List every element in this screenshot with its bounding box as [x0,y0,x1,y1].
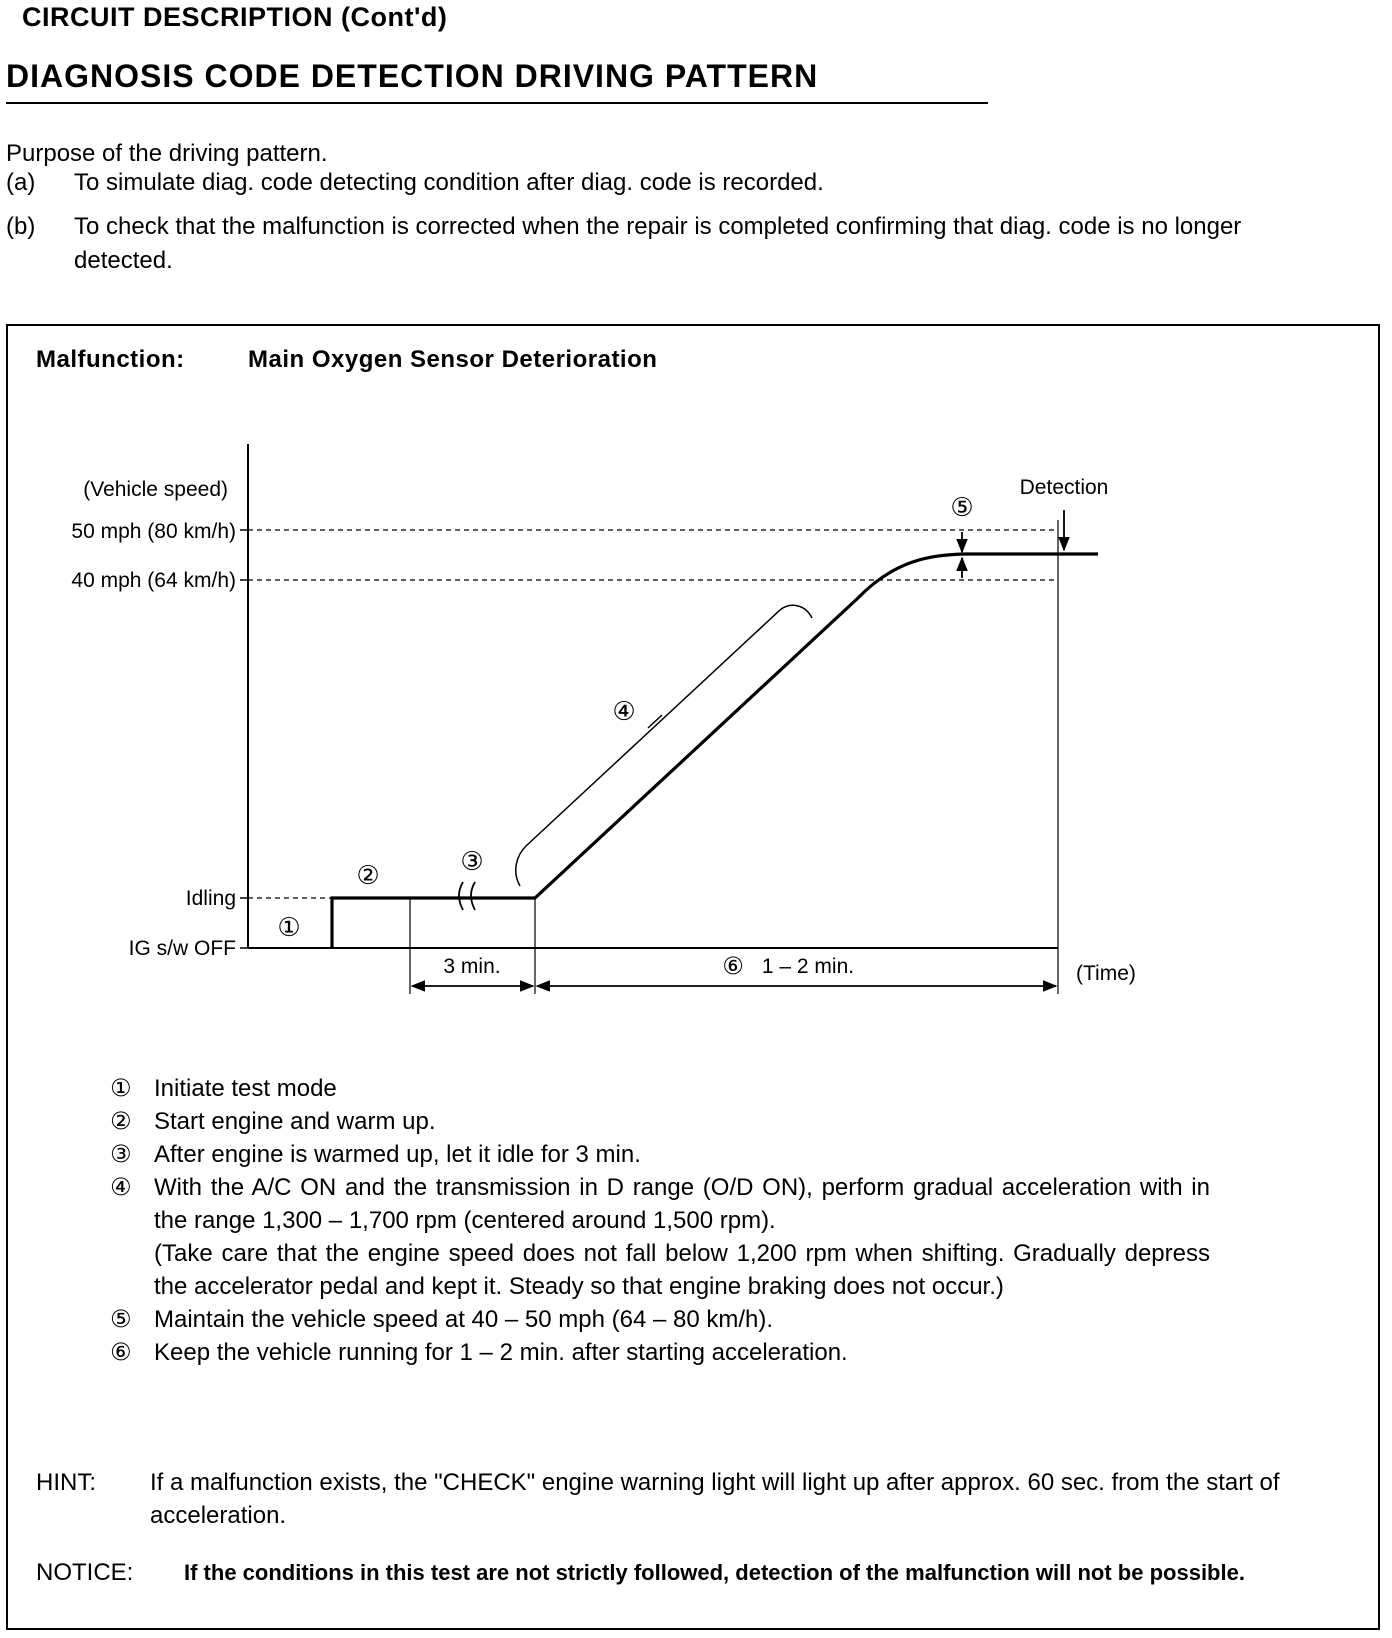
notice-label: NOTICE: [36,1559,134,1586]
step-item [110,1171,1210,1303]
steps-list [110,1072,1210,1369]
step-marker-1: ① [277,912,301,942]
intro-item-text: To simulate diag. code detecting condition after diag. code is recorded. [74,169,824,196]
interval-label-3min: 3 min. [443,955,501,978]
step-text: Keep the vehicle running for 1 – 2 min. after starting acceleration. [154,1339,848,1366]
step-text: Maintain the vehicle speed at 40 – 50 mph (64 – 80 km/h). [154,1306,774,1333]
intro-item-label: (b) [6,213,36,240]
step-item [110,1336,1210,1369]
detection-label: Detection [1019,476,1109,499]
driving-pattern-chart [0,420,1392,1010]
y-level-label-idling: Idling [185,887,236,910]
y-level-label-50mph: 50 mph (80 km/h) [71,520,236,543]
step-text: After engine is warmed up, let it idle for 3 min. [154,1141,641,1168]
y-axis-title: (Vehicle speed) [83,478,228,501]
step-text: Start engine and warm up. [154,1108,436,1135]
step-subtext: (Take care that the engine speed does not fall below 1,200 rpm when shifting. Gradually depress the accelerator pedal and kept it. Steady so that engine braking does not occur.) [154,1240,1210,1300]
x-axis-title: (Time) [1076,962,1136,985]
malfunction-label: Malfunction: [36,346,185,373]
step-marker-4: ④ [612,696,636,726]
section-title: DIAGNOSIS CODE DETECTION DRIVING PATTERN [6,58,819,94]
speed-profile-line [332,554,1098,948]
y-level-label-ig-off: IG s/w OFF [128,937,236,960]
notice-text: If the conditions in this test are not strictly followed, detection of the malfunction will not be possible. [184,1560,1245,1585]
step-text: With the A/C ON and the transmission in D range (O/D ON), perform gradual acceleration with in the range 1,300 – 1,700 rpm (centered around 1,500 rpm). [154,1174,1210,1234]
intro-item-text: To check that the malfunction is corrected when the repair is completed confirming that diag. code is no longer detected. [74,213,1242,274]
purpose-text: Purpose of the driving pattern. [6,140,328,167]
interval-label-1-2min: 1 – 2 min. [761,955,855,978]
step-number: ④ [110,1174,132,1201]
interval-marker-6: ⑥ [722,953,744,980]
step-number: ⑤ [110,1306,132,1333]
acceleration-bracket [516,605,812,886]
malfunction-value: Main Oxygen Sensor Deterioration [248,346,658,373]
step-item [110,1138,1210,1171]
hint-label: HINT: [36,1469,96,1496]
step-item [110,1072,1210,1105]
page-title: CIRCUIT DESCRIPTION (Cont'd) [22,2,448,32]
step-item [110,1105,1210,1138]
intro-item-label: (a) [6,169,36,196]
step-marker-5: ⑤ [950,492,974,522]
time-break-mark [459,882,475,910]
step-text: Initiate test mode [154,1075,337,1102]
step-marker-2: ② [356,860,380,890]
step-number: ⑥ [110,1339,132,1366]
step-item [110,1303,1210,1336]
malfunction-heading [36,346,658,374]
hint-text: If a malfunction exists, the "CHECK" engine warning light will light up after approx. 60 sec. from the start of acceleration. [150,1469,1280,1529]
step-marker-3: ③ [460,846,484,876]
section-underline [6,102,988,104]
step-number: ① [110,1075,132,1102]
step-number: ② [110,1108,132,1135]
y-level-label-40mph: 40 mph (64 km/h) [71,569,236,592]
step-number: ③ [110,1141,132,1168]
